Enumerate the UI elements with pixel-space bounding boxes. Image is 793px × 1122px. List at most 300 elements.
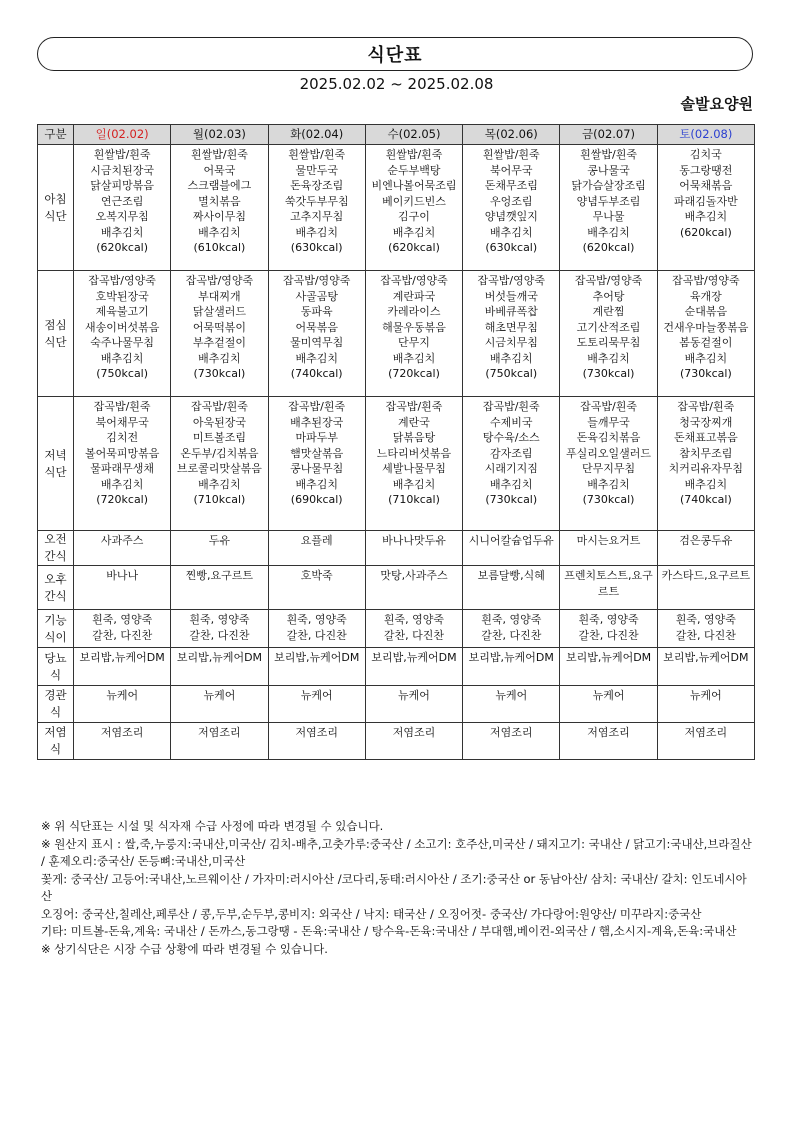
menu-cell bbox=[560, 566, 657, 610]
menu-item: 돈채무조림 bbox=[484, 179, 538, 192]
menu-cell bbox=[365, 686, 462, 723]
menu-item: 보리밥,뉴케어DM bbox=[176, 651, 263, 664]
row-label bbox=[38, 648, 74, 686]
menu-cell bbox=[171, 610, 268, 648]
menu-item: 버섯들깨국 bbox=[484, 289, 538, 303]
menu-item: 어묵국 bbox=[203, 163, 236, 177]
menu-item: 북어채무국 bbox=[95, 415, 149, 429]
facility-name: 솔발요양원 bbox=[680, 95, 753, 113]
menu-item: (730kcal) bbox=[193, 367, 246, 380]
menu-item: 어묵볶음 bbox=[295, 320, 338, 334]
menu-item: 물미역무침 bbox=[290, 336, 344, 349]
menu-item: 갈찬, 다진찬 bbox=[481, 628, 542, 642]
menu-item: 갈찬, 다진찬 bbox=[189, 628, 250, 642]
menu-item: 돈채표고볶음 bbox=[673, 431, 738, 444]
menu-item: 추어탕 bbox=[592, 289, 625, 303]
menu-item: 푸실리오일샐러드 bbox=[566, 446, 652, 460]
menu-cell bbox=[268, 145, 365, 271]
menu-cell bbox=[463, 397, 560, 531]
row-label-line: 오후 bbox=[44, 571, 67, 586]
menu-cell bbox=[560, 531, 657, 566]
menu-item: (630kcal) bbox=[290, 241, 343, 254]
menu-item: 배추김치 bbox=[490, 351, 533, 365]
menu-cell bbox=[657, 531, 754, 566]
menu-item: 저염조리 bbox=[392, 726, 436, 739]
row-label-line: 아침 bbox=[44, 191, 67, 206]
morning-snack-row bbox=[38, 531, 755, 566]
breakfast-row bbox=[38, 145, 755, 271]
menu-item: 부대찌개 bbox=[198, 289, 241, 303]
menu-cell bbox=[560, 610, 657, 648]
menu-item: 잡곡밥/흰죽 bbox=[580, 400, 637, 413]
tube-feeding-row bbox=[38, 686, 755, 723]
row-label bbox=[38, 271, 74, 397]
menu-item: 카스타드,요구르트 bbox=[661, 569, 751, 582]
menu-item: 배추김치 bbox=[587, 351, 630, 365]
menu-item: (710kcal) bbox=[193, 493, 246, 506]
menu-item: (730kcal) bbox=[582, 367, 635, 380]
menu-item: 순대볶음 bbox=[684, 305, 728, 318]
menu-item: 배추김치 bbox=[198, 225, 241, 239]
menu-item: 보리밥,뉴케어DM bbox=[565, 651, 652, 664]
menu-item: 배추김치 bbox=[392, 351, 436, 365]
menu-item: 잡곡밥/영양죽 bbox=[672, 274, 740, 287]
row-label-line: 간식 bbox=[44, 588, 67, 603]
menu-item: 흰죽, 영양죽 bbox=[189, 613, 250, 626]
menu-item: 무나물 bbox=[592, 210, 625, 223]
row-label bbox=[38, 723, 74, 760]
day-header: 월(02.03) bbox=[171, 125, 268, 145]
menu-item: (710kcal) bbox=[388, 493, 440, 506]
lunch-row bbox=[38, 271, 755, 397]
menu-cell bbox=[365, 610, 462, 648]
menu-item: 뉴케어 bbox=[592, 689, 625, 702]
menu-cell bbox=[560, 648, 657, 686]
menu-item: 느타리버섯볶음 bbox=[376, 446, 452, 460]
menu-item: 세발나물무침 bbox=[382, 462, 446, 475]
menu-item: 배추김치 bbox=[587, 477, 630, 491]
menu-item: 해물우동볶음 bbox=[382, 320, 446, 334]
menu-item: 수제비국 bbox=[490, 415, 533, 429]
menu-item: (730kcal) bbox=[485, 493, 538, 506]
row-label-line: 식단 bbox=[44, 208, 67, 223]
menu-item: 아욱된장국 bbox=[192, 415, 246, 429]
menu-item: 저염조리 bbox=[198, 726, 241, 739]
menu-item: (750kcal) bbox=[485, 367, 538, 380]
menu-item: 잡곡밥/흰죽 bbox=[93, 400, 151, 413]
menu-item: (620kcal) bbox=[679, 225, 732, 239]
menu-cell bbox=[171, 271, 268, 397]
menu-item: (740kcal) bbox=[290, 367, 343, 380]
menu-item: (750kcal) bbox=[96, 367, 149, 380]
menu-cell bbox=[657, 145, 754, 271]
menu-item: 잡곡밥/흰죽 bbox=[288, 400, 346, 413]
menu-item: 갈찬, 다진찬 bbox=[675, 628, 736, 642]
menu-item: 브로콜리맛살볶음 bbox=[176, 462, 262, 475]
menu-item: 보름달빵,식혜 bbox=[477, 569, 545, 582]
menu-item: 갈찬, 다진찬 bbox=[383, 628, 445, 642]
row-label-line: 간식 bbox=[44, 549, 67, 563]
menu-cell bbox=[171, 723, 268, 760]
menu-item: 배추김치 bbox=[198, 477, 241, 491]
menu-cell bbox=[560, 145, 657, 271]
menu-item: 배추김치 bbox=[490, 225, 533, 239]
menu-item: 두유 bbox=[208, 534, 231, 547]
row-label-line: 식단 bbox=[44, 334, 67, 349]
menu-item: 고기산적조림 bbox=[576, 320, 641, 334]
menu-item: 잡곡밥/영양죽 bbox=[185, 274, 254, 287]
menu-item: 뉴케어 bbox=[106, 689, 139, 702]
menu-cell bbox=[463, 723, 560, 760]
menu-item: 배추김치 bbox=[295, 477, 338, 491]
menu-item: 저염조리 bbox=[684, 726, 728, 739]
menu-item: 비엔나볼어묵조림 bbox=[371, 179, 457, 192]
menu-item: 흰죽, 영양죽 bbox=[675, 613, 736, 626]
menu-item: 돈육김치볶음 bbox=[576, 431, 641, 444]
menu-item: 시니어칼슘업두유 bbox=[468, 534, 554, 547]
menu-cell bbox=[560, 271, 657, 397]
menu-item: 흰쌀밥/흰죽 bbox=[580, 148, 637, 161]
menu-cell bbox=[74, 566, 171, 610]
menu-item: 호박죽 bbox=[300, 569, 333, 582]
row-label-line: 기능 bbox=[44, 612, 67, 627]
menu-item: 바나나맛두유 bbox=[382, 534, 446, 547]
menu-item: 잡곡밥/영양죽 bbox=[477, 274, 545, 287]
menu-item: 뉴케어 bbox=[495, 689, 528, 702]
menu-cell bbox=[463, 566, 560, 610]
menu-item: 해초면무침 bbox=[484, 320, 538, 334]
menu-item: 갈찬, 다진찬 bbox=[92, 628, 153, 642]
menu-item: 잡곡밥/영양죽 bbox=[574, 274, 643, 287]
menu-cell bbox=[657, 610, 754, 648]
menu-item: 배추된장국 bbox=[290, 415, 344, 429]
menu-item: 잡곡밥/영양죽 bbox=[380, 274, 448, 287]
menu-item: 도토리묵무침 bbox=[576, 336, 641, 349]
menu-cell bbox=[74, 531, 171, 566]
menu-item: 뉴케어 bbox=[398, 689, 430, 702]
menu-item: 돈육장조림 bbox=[290, 179, 344, 192]
menu-cell bbox=[560, 723, 657, 760]
menu-item: 배추김치 bbox=[100, 477, 144, 491]
menu-item: 배추김치 bbox=[295, 351, 338, 365]
menu-item: 사과주스 bbox=[100, 534, 144, 547]
note-line: 오징어: 중국산,칠레산,페루산 / 콩,두부,순두부,콩비지: 외국산 / 낙지: 태국산 / 오징어젓- 중국산/ 가다랑어:원양산/ 미꾸라지:중국산 bbox=[41, 906, 702, 921]
menu-item: (730kcal) bbox=[582, 493, 635, 506]
menu-cell bbox=[268, 686, 365, 723]
menu-item: 미트볼조림 bbox=[192, 431, 246, 444]
menu-item: 저염조리 bbox=[295, 726, 338, 739]
menu-cell bbox=[365, 723, 462, 760]
menu-item: 짜사이무침 bbox=[192, 210, 246, 223]
corner-header: 구분 bbox=[38, 125, 74, 145]
menu-item: 순두부백탕 bbox=[387, 163, 441, 177]
row-label bbox=[38, 610, 74, 648]
row-label-line: 저염 bbox=[44, 725, 67, 739]
menu-item: 흰쌀밥/흰죽 bbox=[482, 148, 540, 161]
menu-item: 계란파국 bbox=[392, 289, 436, 303]
row-label-line: 점심 bbox=[44, 317, 67, 332]
menu-item: (620kcal) bbox=[96, 241, 149, 254]
row-label-line: 식 bbox=[49, 705, 62, 719]
menu-item: 마파두부 bbox=[295, 431, 338, 444]
menu-item: 배추김치 bbox=[392, 477, 436, 491]
menu-item: 잡곡밥/흰죽 bbox=[677, 400, 735, 413]
menu-item: 단무지 bbox=[398, 336, 430, 349]
menu-item: 육개장 bbox=[689, 289, 722, 303]
menu-item: 배추김치 bbox=[684, 351, 728, 365]
page-title: 식단표 bbox=[367, 45, 423, 66]
menu-item: 계란국 bbox=[398, 415, 430, 429]
notes-section bbox=[41, 818, 757, 958]
day-header: 목(02.06) bbox=[463, 125, 560, 145]
menu-item: 어묵채볶음 bbox=[679, 179, 733, 192]
menu-item: 잡곡밥/영양죽 bbox=[282, 274, 351, 287]
menu-item: 닭살피망볶음 bbox=[90, 179, 155, 192]
note-line: ※ 원산지 표시 : 쌀,죽,누룽지:국내산,미국산/ 김치-배추,고춧가루:중국산 / 소고기: 호주산,미국산 / 돼지고기: 국내산 / 닭고기:국내산,브라질산 / 훈제오리:중국산/ 돈등뼈:국내산,미국산 bbox=[41, 836, 752, 868]
menu-item: 흰쌀밥/흰죽 bbox=[385, 148, 443, 161]
menu-item: 잡곡밥/흰죽 bbox=[482, 400, 540, 413]
menu-item: (720kcal) bbox=[388, 367, 440, 380]
menu-item: 파래김돌자반 bbox=[673, 194, 738, 208]
menu-item: 탕수육/소스 bbox=[482, 431, 540, 444]
menu-item: 오복지무침 bbox=[95, 210, 149, 223]
menu-cell bbox=[463, 145, 560, 271]
menu-item: 물파래무생채 bbox=[90, 462, 155, 475]
note-line: 꽃게: 중국산/ 고등어:국내산,노르웨이산 / 가자미:러시아산 /코다리,동태:러시아산 / 조기:중국산 or 동남아산/ 삼치: 국내산/ 갈치: 인도네시아산 bbox=[41, 871, 747, 903]
menu-cell bbox=[268, 271, 365, 397]
day-header: 토(02.08) bbox=[657, 125, 754, 145]
menu-item: 배추김치 bbox=[392, 225, 436, 239]
menu-item: 배추김치 bbox=[100, 225, 144, 239]
menu-item: 요플레 bbox=[300, 534, 333, 547]
row-label bbox=[38, 531, 74, 566]
menu-item: 갈찬, 다진찬 bbox=[286, 628, 347, 642]
row-label-line: 식 bbox=[49, 667, 62, 682]
menu-item: 김구이 bbox=[398, 210, 430, 223]
menu-cell bbox=[268, 566, 365, 610]
row-label-line: 당뇨 bbox=[44, 650, 67, 665]
dinner-row bbox=[38, 397, 755, 531]
menu-item: 콩나물무침 bbox=[290, 462, 344, 475]
menu-item: 들깨무국 bbox=[587, 415, 630, 429]
menu-item: 건새우마늘쫑볶음 bbox=[663, 320, 749, 334]
menu-cell bbox=[74, 648, 171, 686]
menu-item: 동파육 bbox=[300, 305, 333, 318]
title-banner bbox=[37, 37, 753, 71]
diabetic-diet-row bbox=[38, 648, 755, 686]
menu-item: (730kcal) bbox=[679, 367, 732, 380]
note-line: 기타: 미트볼-돈육,계육: 국내산 / 돈까스,동그랑땡 - 돈육:국내산 / 탕수육-돈육:국내산 / 부대햄,베이컨-외국산 / 햄,소시지-계육,돈육:국내산 bbox=[41, 924, 737, 938]
menu-item: (630kcal) bbox=[485, 241, 538, 254]
menu-item: 잡곡밥/흰죽 bbox=[191, 400, 248, 413]
menu-cell bbox=[74, 610, 171, 648]
menu-item: 감자조림 bbox=[490, 446, 533, 460]
row-label-line: 식이 bbox=[44, 629, 67, 644]
menu-item: 닭볶음탕 bbox=[392, 431, 436, 444]
menu-item: 시금치무침 bbox=[484, 336, 538, 349]
menu-item: 햄맛살볶음 bbox=[290, 446, 344, 460]
menu-cell bbox=[657, 648, 754, 686]
menu-cell bbox=[268, 610, 365, 648]
menu-item: 봄동겉절이 bbox=[679, 336, 733, 349]
row-label-line: 오전 bbox=[44, 532, 67, 546]
menu-item: 배추김치 bbox=[100, 351, 144, 365]
menu-item: 양념두부조림 bbox=[576, 194, 641, 208]
menu-item: 새송이버섯볶음 bbox=[84, 320, 160, 334]
menu-item: 계란찜 bbox=[592, 305, 625, 318]
menu-cell bbox=[268, 397, 365, 531]
day-header: 일(02.02) bbox=[74, 125, 171, 145]
menu-item: 배추김치 bbox=[295, 225, 338, 239]
menu-item: 단무지무침 bbox=[581, 462, 636, 475]
menu-cell bbox=[365, 145, 462, 271]
menu-item: 김치국 bbox=[689, 148, 722, 161]
menu-cell bbox=[171, 531, 268, 566]
note-line: ※ 상기식단은 시장 수급 상황에 따라 변경될 수 있습니다. bbox=[41, 941, 328, 956]
note-line: ※ 위 식단표는 시설 및 식자재 수급 사정에 따라 변경될 수 있습니다. bbox=[41, 819, 384, 833]
menu-item: 닭가슴살장조림 bbox=[571, 179, 646, 192]
menu-item: 치커리유자무침 bbox=[668, 462, 744, 475]
menu-item: 흰죽, 영양죽 bbox=[286, 613, 347, 626]
menu-item: 북어무국 bbox=[490, 163, 533, 177]
table-header-row bbox=[38, 125, 755, 145]
menu-item: 보리밥,뉴케어DM bbox=[79, 651, 165, 664]
day-header: 금(02.07) bbox=[560, 125, 657, 145]
row-label bbox=[38, 566, 74, 610]
menu-item: 배추김치 bbox=[684, 210, 728, 223]
row-label bbox=[38, 686, 74, 723]
menu-cell bbox=[463, 610, 560, 648]
menu-item: 흰죽, 영양죽 bbox=[481, 613, 542, 626]
menu-cell bbox=[74, 145, 171, 271]
menu-item: 갈찬, 다진찬 bbox=[578, 628, 639, 642]
menu-item: (720kcal) bbox=[96, 493, 149, 506]
menu-item: 저염조리 bbox=[587, 726, 630, 739]
menu-item: 배추김치 bbox=[490, 477, 533, 491]
menu-item: 보리밥,뉴케어DM bbox=[663, 651, 749, 664]
menu-period: 2025.02.02 ~ 2025.02.08 bbox=[299, 75, 494, 93]
menu-cell bbox=[365, 566, 462, 610]
menu-cell bbox=[560, 397, 657, 531]
row-label-line: 경관 bbox=[44, 688, 67, 702]
menu-item: (740kcal) bbox=[679, 493, 732, 506]
menu-item: 어묵떡볶이 bbox=[192, 320, 246, 334]
functional-diet-row bbox=[38, 610, 755, 648]
menu-item: 뉴케어 bbox=[689, 689, 722, 702]
menu-item: 쑥갓두부무침 bbox=[284, 194, 349, 208]
menu-item: 검은콩두유 bbox=[679, 534, 733, 547]
menu-item: (620kcal) bbox=[388, 241, 440, 254]
menu-cell bbox=[657, 397, 754, 531]
menu-item: 찐빵,요구르트 bbox=[185, 569, 254, 582]
menu-item: 양념깻잎지 bbox=[484, 210, 538, 223]
menu-item: 고추지무침 bbox=[290, 210, 344, 223]
menu-item: 숙주나물무침 bbox=[90, 336, 155, 349]
menu-item: 마시는요거트 bbox=[576, 534, 641, 547]
menu-cell bbox=[657, 271, 754, 397]
menu-cell bbox=[463, 271, 560, 397]
menu-cell bbox=[171, 145, 268, 271]
menu-item: 뉴케어 bbox=[300, 689, 333, 702]
menu-item: 흰쌀밥/흰죽 bbox=[93, 148, 151, 161]
afternoon-snack-row bbox=[38, 566, 755, 610]
menu-item: 저염조리 bbox=[490, 726, 533, 739]
menu-item: 흰쌀밥/흰죽 bbox=[191, 148, 248, 161]
menu-item: 보리밥,뉴케어DM bbox=[274, 651, 360, 664]
menu-item: 배추김치 bbox=[198, 351, 241, 365]
menu-cell bbox=[657, 566, 754, 610]
menu-cell bbox=[171, 566, 268, 610]
menu-item: 잡곡밥/흰죽 bbox=[385, 400, 443, 413]
row-label-line: 저녁 bbox=[44, 447, 67, 462]
menu-item: 멸치볶음 bbox=[198, 194, 241, 208]
menu-item: (610kcal) bbox=[193, 241, 246, 254]
menu-item: 연근조림 bbox=[100, 194, 144, 208]
menu-cell bbox=[463, 686, 560, 723]
menu-item: 카레라이스 bbox=[387, 305, 441, 318]
menu-cell bbox=[657, 723, 754, 760]
menu-cell bbox=[268, 723, 365, 760]
menu-item: 프렌치토스트,요구르트 bbox=[564, 569, 653, 598]
menu-item: 흰쌀밥/흰죽 bbox=[288, 148, 346, 161]
menu-item: 저염조리 bbox=[100, 726, 144, 739]
menu-item: 시래기지짐 bbox=[484, 462, 538, 475]
menu-item: 온두부/김치볶음 bbox=[180, 446, 259, 460]
menu-cell bbox=[463, 531, 560, 566]
menu-cell bbox=[171, 686, 268, 723]
menu-item: 물만두국 bbox=[295, 163, 338, 177]
menu-item: 배추김치 bbox=[684, 477, 728, 491]
menu-cell bbox=[268, 648, 365, 686]
menu-item: 시금치된장국 bbox=[90, 163, 155, 177]
menu-cell bbox=[74, 686, 171, 723]
menu-item: 청국장찌개 bbox=[679, 415, 733, 429]
low-salt-diet-row bbox=[38, 723, 755, 760]
menu-item: 흰죽, 영양죽 bbox=[383, 613, 445, 626]
menu-cell bbox=[365, 531, 462, 566]
menu-cell bbox=[171, 648, 268, 686]
menu-item: 김치전 bbox=[106, 431, 139, 444]
menu-item: 배추김치 bbox=[587, 225, 630, 239]
menu-cell bbox=[268, 531, 365, 566]
menu-item: (620kcal) bbox=[582, 241, 635, 254]
menu-item: 부추겉절이 bbox=[192, 336, 246, 349]
menu-item: 흰죽, 영양죽 bbox=[578, 613, 639, 626]
menu-item: 맛탕,사과주스 bbox=[380, 569, 448, 582]
day-header: 화(02.04) bbox=[268, 125, 365, 145]
menu-item: 보리밥,뉴케어DM bbox=[468, 651, 554, 664]
menu-item: 베이키드빈스 bbox=[382, 194, 446, 208]
menu-item: 사골곰탕 bbox=[295, 289, 338, 303]
menu-cell bbox=[74, 723, 171, 760]
day-header: 수(02.05) bbox=[365, 125, 462, 145]
menu-item: 바베큐폭찹 bbox=[484, 305, 538, 318]
menu-item: 잡곡밥/영양죽 bbox=[88, 274, 156, 287]
menu-item: 참치무조림 bbox=[679, 446, 733, 460]
menu-item: 우엉조림 bbox=[490, 194, 533, 208]
menu-cell bbox=[74, 271, 171, 397]
menu-cell bbox=[365, 271, 462, 397]
menu-item: 동그랑땡전 bbox=[679, 163, 733, 177]
row-label-line: 식단 bbox=[44, 464, 67, 479]
menu-item: 바나나 bbox=[106, 569, 139, 582]
menu-cell bbox=[463, 648, 560, 686]
menu-item: 스크램블에그 bbox=[187, 179, 252, 192]
menu-cell bbox=[171, 397, 268, 531]
menu-item: (690kcal) bbox=[290, 493, 343, 506]
menu-item: 제육불고기 bbox=[95, 305, 149, 318]
menu-cell bbox=[74, 397, 171, 531]
